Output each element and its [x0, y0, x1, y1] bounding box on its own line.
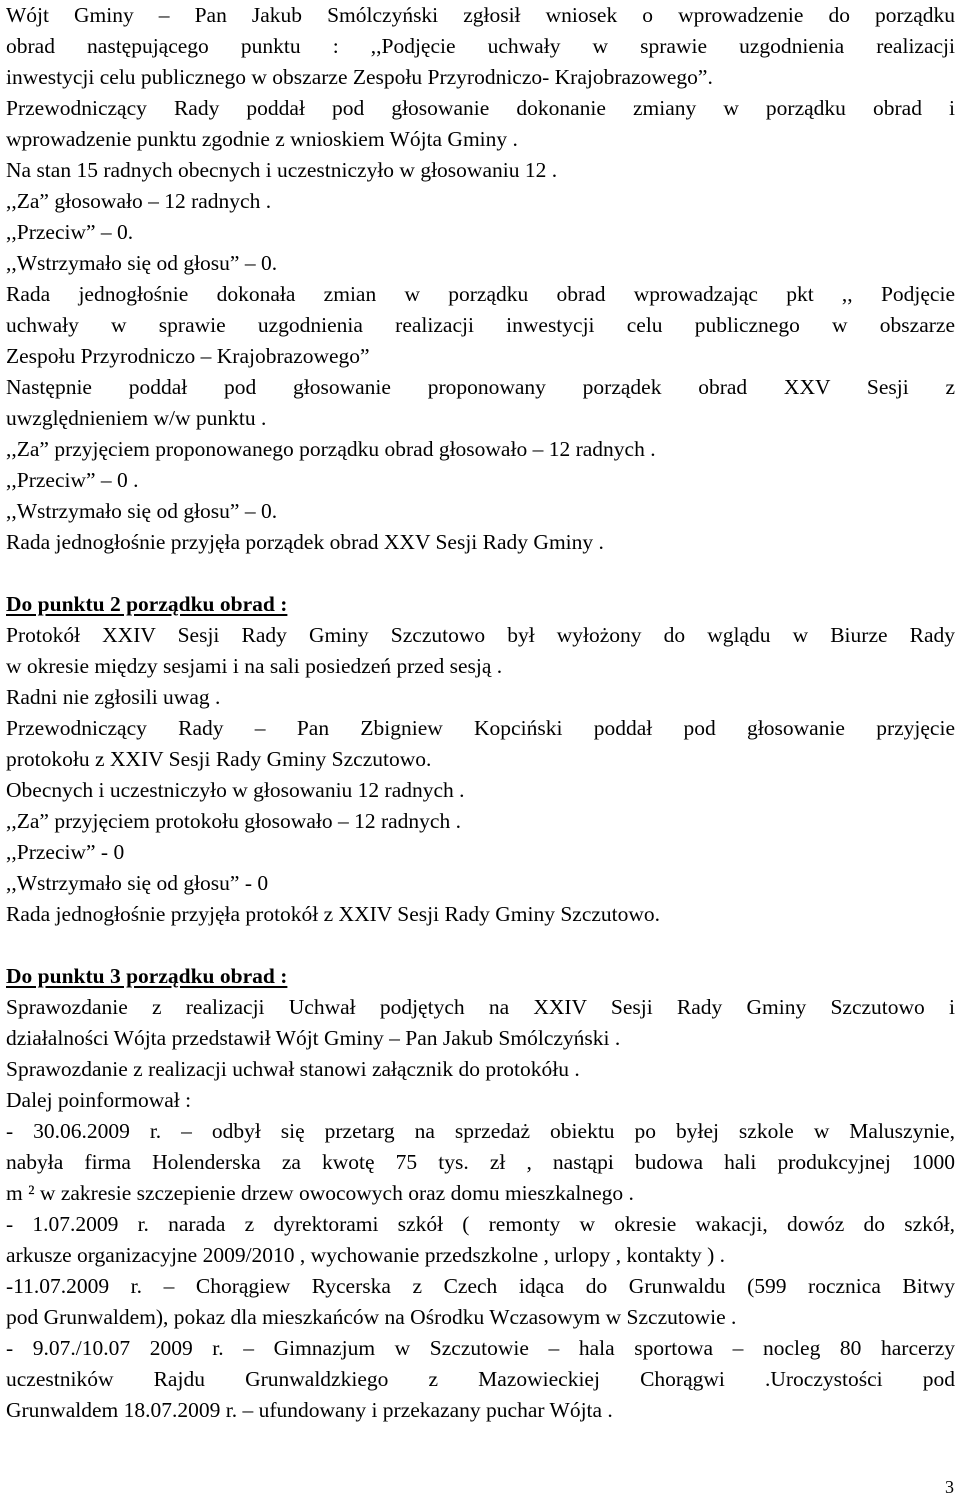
paragraph-line: Rada jednogłośnie dokonała zmian w porządku obrad wprowadzając pkt ,, Podjęcie	[6, 282, 955, 306]
section-heading: Do punktu 2 porządku obrad :	[6, 592, 288, 616]
vote-abstain-line: ,,Wstrzymało się od głosu” – 0.	[6, 499, 278, 523]
vote-abstain-line: ,,Wstrzymało się od głosu” – 0.	[6, 251, 278, 275]
vote-against-line: ,,Przeciw” – 0.	[6, 220, 134, 244]
paragraph-line: Rada jednogłośnie przyjęła protokół z XXIV Sesji Rady Gminy Szczutowo.	[6, 902, 661, 926]
paragraph-line: obrad następującego punktu : ,,Podjęcie uchwały w sprawie uzgodnienia realizacji	[6, 34, 955, 58]
vote-against-line: ,,Przeciw” - 0	[6, 840, 125, 864]
list-item-line: m ² w zakresie szczepienie drzew owocowych oraz domu mieszkalnego .	[6, 1181, 634, 1205]
paragraph-line: Protokół XXIV Sesji Rady Gminy Szczutowo był wyłożony do wglądu w Biurze Rady	[6, 623, 955, 647]
list-item-line: Grunwaldem 18.07.2009 r. – ufundowany i przekazany puchar Wójta .	[6, 1398, 613, 1422]
vote-for-line: ,,Za” przyjęciem protokołu głosowało – 12 radnych .	[6, 809, 461, 833]
paragraph-line: wprowadzenie punktu zgodnie z wnioskiem Wójta Gminy .	[6, 127, 518, 151]
paragraph-line: Rada jednogłośnie przyjęła porządek obrad XXV Sesji Rady Gminy .	[6, 530, 604, 554]
paragraph-line: Dalej poinformował :	[6, 1088, 192, 1112]
list-item-line: - 9.07./10.07 2009 r. – Gimnazjum w Szczutowie – hala sportowa – nocleg 80 harcerzy	[6, 1336, 955, 1360]
list-item-line: -11.07.2009 r. – Chorągiew Rycerska z Czech idąca do Grunwaldu (599 rocznica Bitwy	[6, 1274, 955, 1298]
vote-abstain-line: ,,Wstrzymało się od głosu” - 0	[6, 871, 269, 895]
paragraph-line: Sprawozdanie z realizacji Uchwał podjętych na XXIV Sesji Rady Gminy Szczutowo i	[6, 995, 955, 1019]
list-item-line: pod Grunwaldem), pokaz dla mieszkańców na Ośrodku Wczasowym w Szczutowie .	[6, 1305, 737, 1329]
paragraph-line: Na stan 15 radnych obecnych i uczestniczyło w głosowaniu 12 .	[6, 158, 558, 182]
paragraph-line: Obecnych i uczestniczyło w głosowaniu 12 radnych .	[6, 778, 465, 802]
paragraph-line: uchwały w sprawie uzgodnienia realizacji inwestycji celu publicznego w obszarze	[6, 313, 955, 337]
paragraph-line: protokołu z XXIV Sesji Rady Gminy Szczutowo.	[6, 747, 432, 771]
paragraph-line: Radni nie zgłosili uwag .	[6, 685, 221, 709]
list-item-line: nabyła firma Holenderska za kwotę 75 tys. zł , nastąpi budowa hali produkcyjnej 1000	[6, 1150, 955, 1174]
paragraph-line: w okresie między sesjami i na sali posiedzeń przed sesją .	[6, 654, 503, 678]
section-heading: Do punktu 3 porządku obrad :	[6, 964, 288, 988]
paragraph-line: Przewodniczący Rady poddał pod głosowanie dokonanie zmiany w porządku obrad i	[6, 96, 955, 120]
paragraph-line: Następnie poddał pod głosowanie proponowany porządek obrad XXV Sesji z	[6, 375, 955, 399]
paragraph-line: Przewodniczący Rady – Pan Zbigniew Kopciński poddał pod głosowanie przyjęcie	[6, 716, 955, 740]
vote-for-line: ,,Za” głosowało – 12 radnych .	[6, 189, 272, 213]
list-item-line: - 30.06.2009 r. – odbył się przetarg na sprzedaż obiektu po byłej szkole w Maluszynie,	[6, 1119, 955, 1143]
paragraph-line: uwzględnieniem w/w punktu .	[6, 406, 267, 430]
list-item-line: arkusze organizacyjne 2009/2010 , wychowanie przedszkolne , urlopy , kontakty ) .	[6, 1243, 726, 1267]
vote-for-line: ,,Za” przyjęciem proponowanego porządku obrad głosowało – 12 radnych .	[6, 437, 656, 461]
list-item-line: uczestników Rajdu Grunwaldzkiego z Mazowieckiej Chorągwi .Uroczystości pod	[6, 1367, 955, 1391]
paragraph-line: Wójt Gminy – Pan Jakub Smólczyński zgłosił wniosek o wprowadzenie do porządku	[6, 3, 955, 27]
list-item-line: - 1.07.2009 r. narada z dyrektorami szkół ( remonty w okresie wakacji, dowóz do szkół,	[6, 1212, 955, 1236]
paragraph-line: działalności Wójta przedstawił Wójt Gminy – Pan Jakub Smólczyński .	[6, 1026, 621, 1050]
page-number: 3	[945, 1477, 954, 1497]
paragraph-line: inwestycji celu publicznego w obszarze Zespołu Przyrodniczo- Krajobrazowego”.	[6, 65, 713, 89]
paragraph-line: Zespołu Przyrodniczo – Krajobrazowego”	[6, 344, 370, 368]
vote-against-line: ,,Przeciw” – 0 .	[6, 468, 139, 492]
paragraph-line: Sprawozdanie z realizacji uchwał stanowi załącznik do protokółu .	[6, 1057, 580, 1081]
